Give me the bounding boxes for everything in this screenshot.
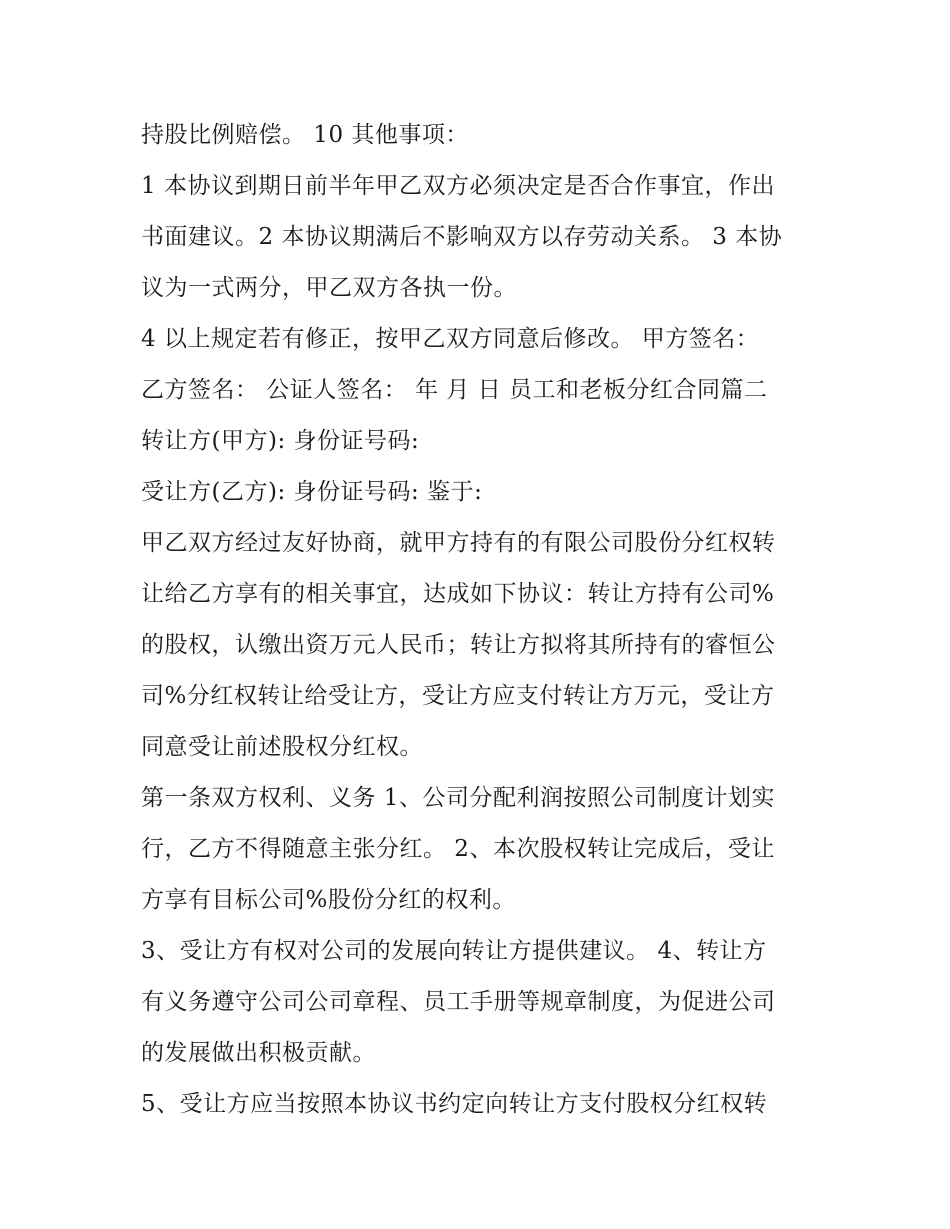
text-line: 5、受让方应当按照本协议书约定向转让方支付股权分红权转 xyxy=(141,1091,768,1117)
document-body xyxy=(141,110,821,1130)
text-line: 行，乙方不得随意主张分红。 2、本次股权转让完成后，受让 xyxy=(141,836,775,862)
text-line: 方享有目标公司%股份分红的权利。 xyxy=(141,887,516,913)
text-line: 3、受让方有权对公司的发展向转让方提供建议。 4、转让方 xyxy=(141,938,767,964)
text-line: 司%分红权转让给受让方，受让方应支付转让方万元，受让方 xyxy=(141,683,775,709)
text-line: 书面建议。2 本协议期满后不影响双方以存劳动关系。 3 本协 xyxy=(141,224,783,250)
text-line: 的发展做出积极贡献。 xyxy=(141,1040,376,1066)
text-line: 议为一式两分，甲乙双方各执一份。 xyxy=(141,275,517,301)
text-line: 1 本协议到期日前半年甲乙双方必须决定是否合作事宜，作出 xyxy=(141,173,775,199)
text-line: 同意受让前述股权分红权。 xyxy=(141,734,423,760)
text-line: 乙方签名： 公证人签名： 年 月 日 员工和老板分红合同篇二 xyxy=(141,377,768,403)
text-line: 4 以上规定若有修正，按甲乙双方同意后修改。 甲方签名： xyxy=(141,326,760,352)
text-line: 的股权，认缴出资万元人民币；转让方拟将其所持有的睿恒公 xyxy=(141,632,776,658)
text-line: 甲乙双方经过友好协商，就甲方持有的有限公司股份分红权转 xyxy=(141,530,776,556)
text-line: 转让方(甲方): 身份证号码: xyxy=(141,428,420,454)
text-line: 持股比例赔偿。 10 其他事项： xyxy=(141,122,469,148)
text-line: 让给乙方享有的相关事宜，达成如下协议：转让方持有公司% xyxy=(141,581,775,607)
text-line: 第一条双方权利、义务 1、公司分配利润按照公司制度计划实 xyxy=(141,785,775,811)
text-line: 有义务遵守公司公司章程、员工手册等规章制度，为促进公司 xyxy=(141,989,776,1015)
text-line: 受让方(乙方): 身份证号码: 鉴于: xyxy=(141,479,483,505)
